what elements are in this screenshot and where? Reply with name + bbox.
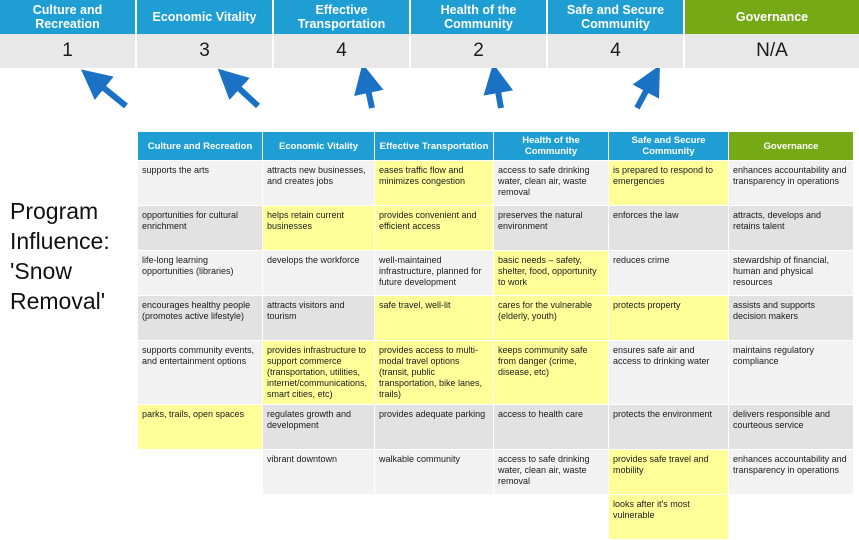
- program-influence-caption: [10, 196, 138, 316]
- matrix-cell: [494, 495, 609, 540]
- matrix-cell: protects property: [609, 296, 729, 341]
- matrix-cell: supports the arts: [138, 161, 263, 206]
- matrix-cell: [138, 450, 263, 495]
- matrix-cell: stewardship of financial, human and physical resources: [729, 251, 854, 296]
- matrix-cell: is prepared to respond to emergencies: [609, 161, 729, 206]
- matrix-cell: provides safe travel and mobility: [609, 450, 729, 495]
- caption-line-1: Program: [10, 198, 99, 224]
- matrix-cell: keeps community safe from danger (crime, disease, etc): [494, 341, 609, 405]
- matrix-row: [138, 405, 854, 450]
- matrix-cell: develops the workforce: [263, 251, 375, 296]
- matrix-cell: life-long learning opportunities (libraries): [138, 251, 263, 296]
- matrix-row: [138, 296, 854, 341]
- arrows-svg: [0, 68, 859, 130]
- matrix-row: [138, 206, 854, 251]
- matrix-cell: provides adequate parking: [375, 405, 494, 450]
- matrix-cell: basic needs – safety, shelter, food, opportunity to work: [494, 251, 609, 296]
- top-score-health-of-the-community: 2: [411, 34, 548, 68]
- matrix-cell: ensures safe air and access to drinking water: [609, 341, 729, 405]
- matrix-cell: [729, 495, 854, 540]
- matrix-cell: cares for the vulnerable (elderly, youth): [494, 296, 609, 341]
- caption-line-3: 'Snow: [10, 258, 72, 284]
- top-header-row: [0, 0, 859, 34]
- matrix-cell: safe travel, well-lit: [375, 296, 494, 341]
- arrow-culture-recreation: [94, 80, 126, 106]
- matrix-cell: assists and supports decision makers: [729, 296, 854, 341]
- top-header-governance: Governance: [685, 0, 859, 34]
- matrix-cell: [375, 495, 494, 540]
- matrix-cell: walkable community: [375, 450, 494, 495]
- arrow-health-community: [496, 80, 501, 108]
- matrix-cell: attracts visitors and tourism: [263, 296, 375, 341]
- top-header-culture-and-recreation: Culture and Recreation: [0, 0, 137, 34]
- matrix-cell: attracts new businesses, and creates jobs: [263, 161, 375, 206]
- top-score-row: [0, 34, 859, 68]
- priority-matrix-table: [137, 131, 854, 540]
- caption-line-2: Influence:: [10, 228, 110, 254]
- matrix-row: [138, 341, 854, 405]
- top-score-safe-and-secure-community: 4: [548, 34, 685, 68]
- matrix-row: [138, 450, 854, 495]
- matrix-cell: enforces the law: [609, 206, 729, 251]
- matrix-header-governance: Governance: [729, 132, 854, 161]
- matrix-cell: attracts, develops and retains talent: [729, 206, 854, 251]
- matrix-cell: helps retain current businesses: [263, 206, 375, 251]
- matrix-row: [138, 161, 854, 206]
- matrix-header-economic-vitality: Economic Vitality: [263, 132, 375, 161]
- matrix-cell: supports community events, and entertainment options: [138, 341, 263, 405]
- matrix-cell: access to health care: [494, 405, 609, 450]
- matrix-cell: reduces crime: [609, 251, 729, 296]
- top-header-health-of-the-community: Health of the Community: [411, 0, 548, 34]
- top-header-safe-and-secure-community: Safe and Secure Community: [548, 0, 685, 34]
- matrix-header-culture-and-recreation: Culture and Recreation: [138, 132, 263, 161]
- matrix-cell: vibrant downtown: [263, 450, 375, 495]
- matrix-cell: well-maintained infrastructure, planned for future development: [375, 251, 494, 296]
- matrix-cell: encourages healthy people (promotes active lifestyle): [138, 296, 263, 341]
- matrix-cell: preserves the natural environment: [494, 206, 609, 251]
- matrix-cell: [263, 495, 375, 540]
- matrix-header-effective-transportation: Effective Transportation: [375, 132, 494, 161]
- matrix-cell: parks, trails, open spaces: [138, 405, 263, 450]
- matrix-cell: enhances accountability and transparency in operations: [729, 161, 854, 206]
- matrix-header: [138, 132, 854, 161]
- matrix-cell: eases traffic flow and minimizes congestion: [375, 161, 494, 206]
- matrix-cell: maintains regulatory compliance: [729, 341, 854, 405]
- top-score-effective-transportation: 4: [274, 34, 411, 68]
- top-header-economic-vitality: Economic Vitality: [137, 0, 274, 34]
- matrix-cell: regulates growth and development: [263, 405, 375, 450]
- matrix-cell: opportunities for cultural enrichment: [138, 206, 263, 251]
- arrow-group: [0, 68, 859, 130]
- matrix-cell: [138, 495, 263, 540]
- top-score-economic-vitality: 3: [137, 34, 274, 68]
- arrow-effective-transportation: [366, 80, 372, 108]
- matrix-row: [138, 495, 854, 540]
- caption-line-4: Removal': [10, 288, 106, 314]
- arrow-economic-vitality: [230, 80, 258, 106]
- arrow-safe-secure-community: [637, 80, 652, 108]
- matrix-cell: enhances accountability and transparency in operations: [729, 450, 854, 495]
- matrix-body: [138, 161, 854, 540]
- top-score-culture-and-recreation: 1: [0, 34, 137, 68]
- matrix-header-row: [138, 132, 854, 161]
- matrix-header-safe-and-secure-community: Safe and Secure Community: [609, 132, 729, 161]
- matrix-cell: provides access to multi-modal travel options (transit, public transportation, bike lanes, trails): [375, 341, 494, 405]
- matrix-cell: access to safe drinking water, clean air, waste removal: [494, 450, 609, 495]
- matrix-cell: access to safe drinking water, clean air, waste removal: [494, 161, 609, 206]
- top-score-governance: N/A: [685, 34, 859, 68]
- matrix-header-health-of-the-community: Health of the Community: [494, 132, 609, 161]
- matrix-cell: delivers responsible and courteous service: [729, 405, 854, 450]
- matrix-cell: provides convenient and efficient access: [375, 206, 494, 251]
- matrix-cell: looks after it's most vulnerable: [609, 495, 729, 540]
- top-header-effective-transportation: Effective Transportation: [274, 0, 411, 34]
- matrix-cell: provides infrastructure to support commerce (transportation, utilities, internet/communications, smart cities, etc): [263, 341, 375, 405]
- matrix-row: [138, 251, 854, 296]
- matrix-cell: protects the environment: [609, 405, 729, 450]
